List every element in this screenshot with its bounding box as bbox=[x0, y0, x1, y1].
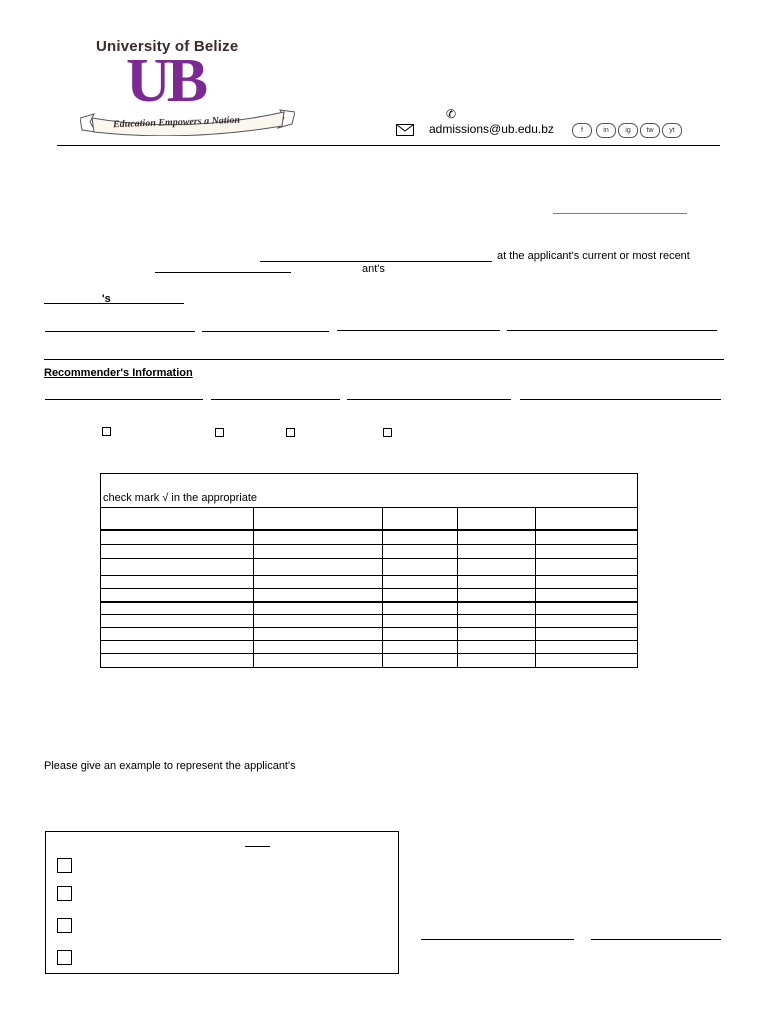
table-caption: check mark √ in the appropriate bbox=[103, 492, 257, 504]
table-row bbox=[101, 575, 637, 576]
signature-field[interactable] bbox=[421, 939, 574, 940]
table-row bbox=[101, 614, 637, 615]
position-field[interactable] bbox=[260, 261, 492, 262]
applicant-field-1[interactable] bbox=[45, 331, 195, 332]
recommendation-checkbox-4[interactable] bbox=[57, 950, 72, 965]
table-column-divider bbox=[457, 507, 458, 667]
table-header-top bbox=[101, 507, 637, 508]
link-underline[interactable] bbox=[553, 213, 687, 214]
applicant-field-2[interactable] bbox=[202, 331, 329, 332]
relationship-checkbox-4[interactable] bbox=[383, 428, 392, 437]
recommender-field-2[interactable] bbox=[211, 399, 340, 400]
recommender-heading: Recommender's Information bbox=[44, 367, 193, 379]
relationship-checkbox-3[interactable] bbox=[286, 428, 295, 437]
recommendation-checkbox-3[interactable] bbox=[57, 918, 72, 933]
mail-icon bbox=[396, 124, 414, 136]
header-divider bbox=[57, 145, 720, 146]
table-row bbox=[101, 653, 637, 654]
applicant-field-3[interactable] bbox=[337, 330, 500, 331]
table-row bbox=[101, 588, 637, 589]
facebook-icon[interactable]: f bbox=[572, 123, 592, 138]
recommendation-checkbox-2[interactable] bbox=[57, 886, 72, 901]
section-divider bbox=[44, 359, 724, 360]
relationship-checkbox-2[interactable] bbox=[215, 428, 224, 437]
date-field[interactable] bbox=[591, 939, 721, 940]
recommendation-box-heading-underline bbox=[245, 846, 270, 847]
applicant-section-heading: 's bbox=[102, 293, 111, 305]
logo-mark: UB bbox=[126, 47, 205, 115]
table-row bbox=[101, 640, 637, 641]
recommender-field-1[interactable] bbox=[45, 399, 203, 400]
recommender-field-4[interactable] bbox=[520, 399, 721, 400]
linkedin-icon[interactable]: in bbox=[596, 123, 616, 138]
table-row bbox=[101, 627, 637, 628]
table-column-divider bbox=[382, 507, 383, 667]
recommender-field-3[interactable] bbox=[347, 399, 511, 400]
logo-banner-text: Education Empowers a Nation bbox=[112, 114, 241, 131]
twitter-icon[interactable]: tw bbox=[640, 123, 660, 138]
logo-title: University of Belize bbox=[96, 38, 239, 55]
duration-field[interactable] bbox=[155, 272, 291, 273]
table-row bbox=[101, 558, 637, 559]
example-prompt: Please give an example to represent the applicant's bbox=[44, 760, 296, 772]
applicant-fragment-text: ant's bbox=[362, 263, 385, 275]
table-header-bottom bbox=[101, 529, 637, 531]
applicant-heading-underline bbox=[44, 303, 184, 304]
recommendation-checkbox-1[interactable] bbox=[57, 858, 72, 873]
phone-icon: ✆ bbox=[446, 107, 457, 121]
relationship-checkbox-1[interactable] bbox=[102, 427, 111, 436]
recommendation-box bbox=[45, 831, 399, 974]
table-row bbox=[101, 544, 637, 545]
instagram-icon[interactable]: ig bbox=[618, 123, 638, 138]
table-column-divider bbox=[535, 507, 536, 667]
table-column-divider bbox=[253, 507, 254, 667]
admissions-email[interactable]: admissions@ub.edu.bz bbox=[429, 122, 554, 136]
applicant-role-text: at the applicant's current or most recent bbox=[497, 250, 690, 262]
table-row bbox=[101, 601, 637, 603]
applicant-field-4[interactable] bbox=[507, 330, 717, 331]
youtube-icon[interactable]: yt bbox=[662, 123, 682, 138]
